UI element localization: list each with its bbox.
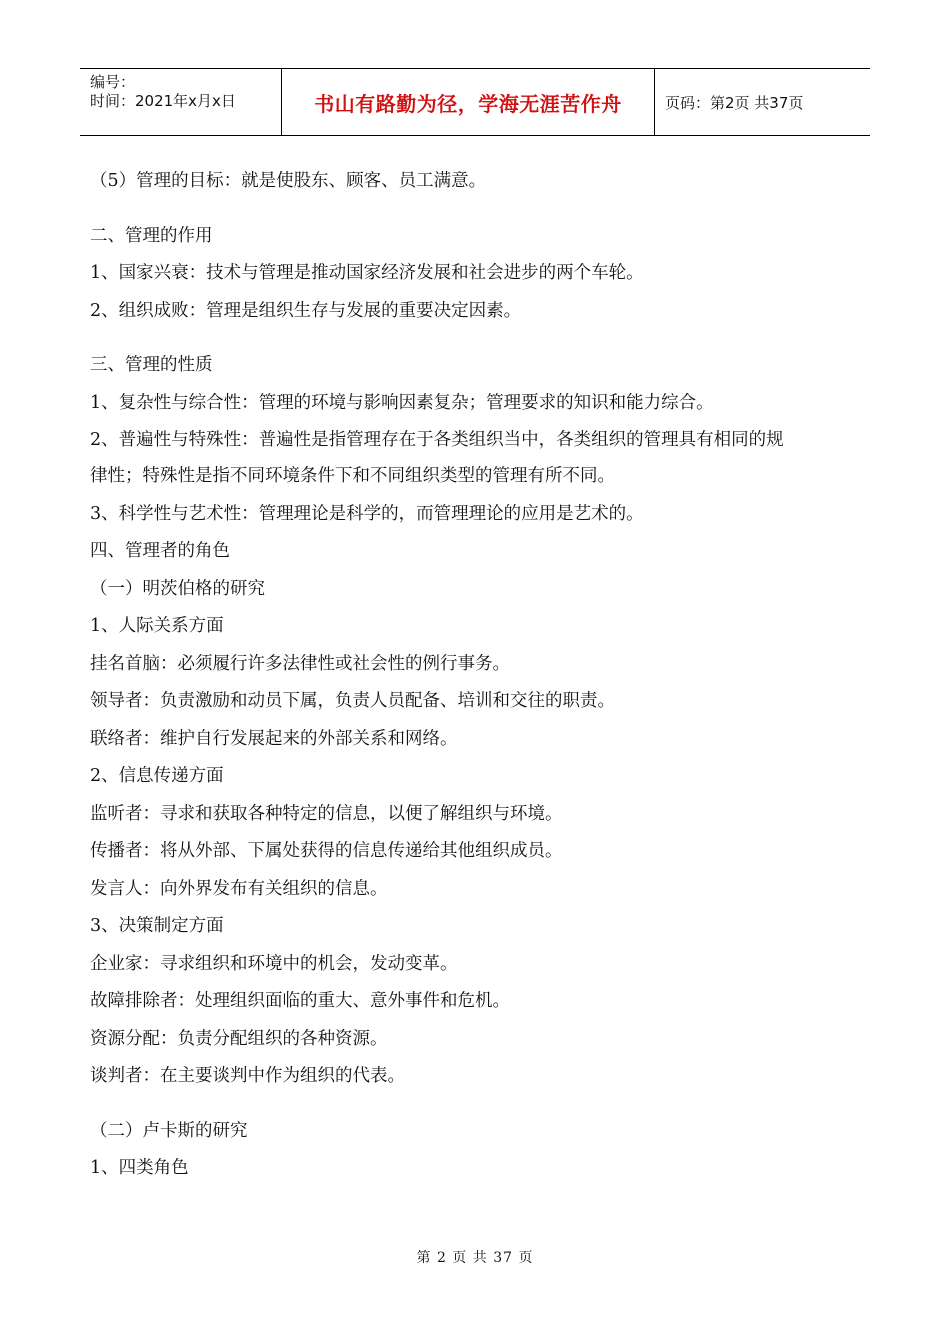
- section-heading-nature: 三、管理的性质: [90, 355, 213, 375]
- document-header: [80, 68, 870, 136]
- list-item: 1、复杂性与综合性：管理的环境与影响因素复杂；管理要求的知识和能力综合。: [90, 392, 714, 413]
- list-item: 1、国家兴衰：技术与管理是推动国家经济发展和社会进步的两个车轮。: [90, 263, 644, 283]
- list-item: 2、信息传递方面: [90, 766, 224, 786]
- subsection-heading: （二）卢卡斯的研究: [90, 1120, 248, 1141]
- page-footer: 第 2 页 共 37 页: [416, 1250, 534, 1266]
- list-item: 3、科学性与艺术性：管理理论是科学的，而管理理论的应用是艺术的。: [90, 503, 644, 524]
- role-description: 传播者：将从外部、下属处获得的信息传递给其他组织成员。: [90, 841, 563, 861]
- role-description: 挂名首脑：必须履行许多法律性或社会性的例行事务。: [90, 653, 510, 674]
- role-description: 联络者：维护自行发展起来的外部关系和网络。: [90, 728, 458, 749]
- list-item: 2、组织成败：管理是组织生存与发展的重要决定因素。: [90, 300, 522, 321]
- role-description: 监听者：寻求和获取各种特定的信息，以便了解组织与环境。: [90, 803, 563, 824]
- role-description: 资源分配：负责分配组织的各种资源。: [90, 1028, 388, 1049]
- role-description: 谈判者：在主要谈判中作为组织的代表。: [90, 1066, 405, 1086]
- list-item: 1、四类角色: [90, 1158, 189, 1178]
- list-item: 1、人际关系方面: [90, 616, 224, 636]
- list-item-continuation: 律性；特殊性是指不同环境条件下和不同组织类型的管理有所不同。: [90, 466, 615, 486]
- header-page-info: 页码：第2页 共37页: [665, 93, 804, 112]
- header-motto: 书山有路勤为径，学海无涯苦作舟: [281, 69, 655, 135]
- list-item: 3、决策制定方面: [90, 916, 224, 936]
- role-description: 发言人：向外界发布有关组织的信息。: [90, 878, 388, 899]
- role-description: 领导者：负责激励和动员下属，负责人员配备、培训和交往的职责。: [90, 691, 615, 711]
- subsection-heading: （一）明茨伯格的研究: [90, 578, 265, 599]
- section-heading-manager-roles: 四、管理者的角色: [90, 541, 230, 561]
- role-description: 故障排除者：处理组织面临的重大、意外事件和危机。: [90, 991, 510, 1011]
- list-item: 2、普遍性与特殊性：普遍性是指管理存在于各类组织当中，各类组织的管理具有相同的规: [90, 430, 784, 450]
- header-meta: [80, 69, 281, 135]
- document-body: [90, 166, 870, 1191]
- section-heading-role: 二、管理的作用: [90, 225, 213, 246]
- role-description: 企业家：寻求组织和环境中的机会，发动变革。: [90, 953, 458, 974]
- paragraph-management-goal: （5）管理的目标：就是使股东、顾客、员工满意。: [90, 171, 487, 191]
- time-label: 时间：2021年x月x日: [90, 92, 236, 110]
- number-label: 编号：: [90, 73, 136, 91]
